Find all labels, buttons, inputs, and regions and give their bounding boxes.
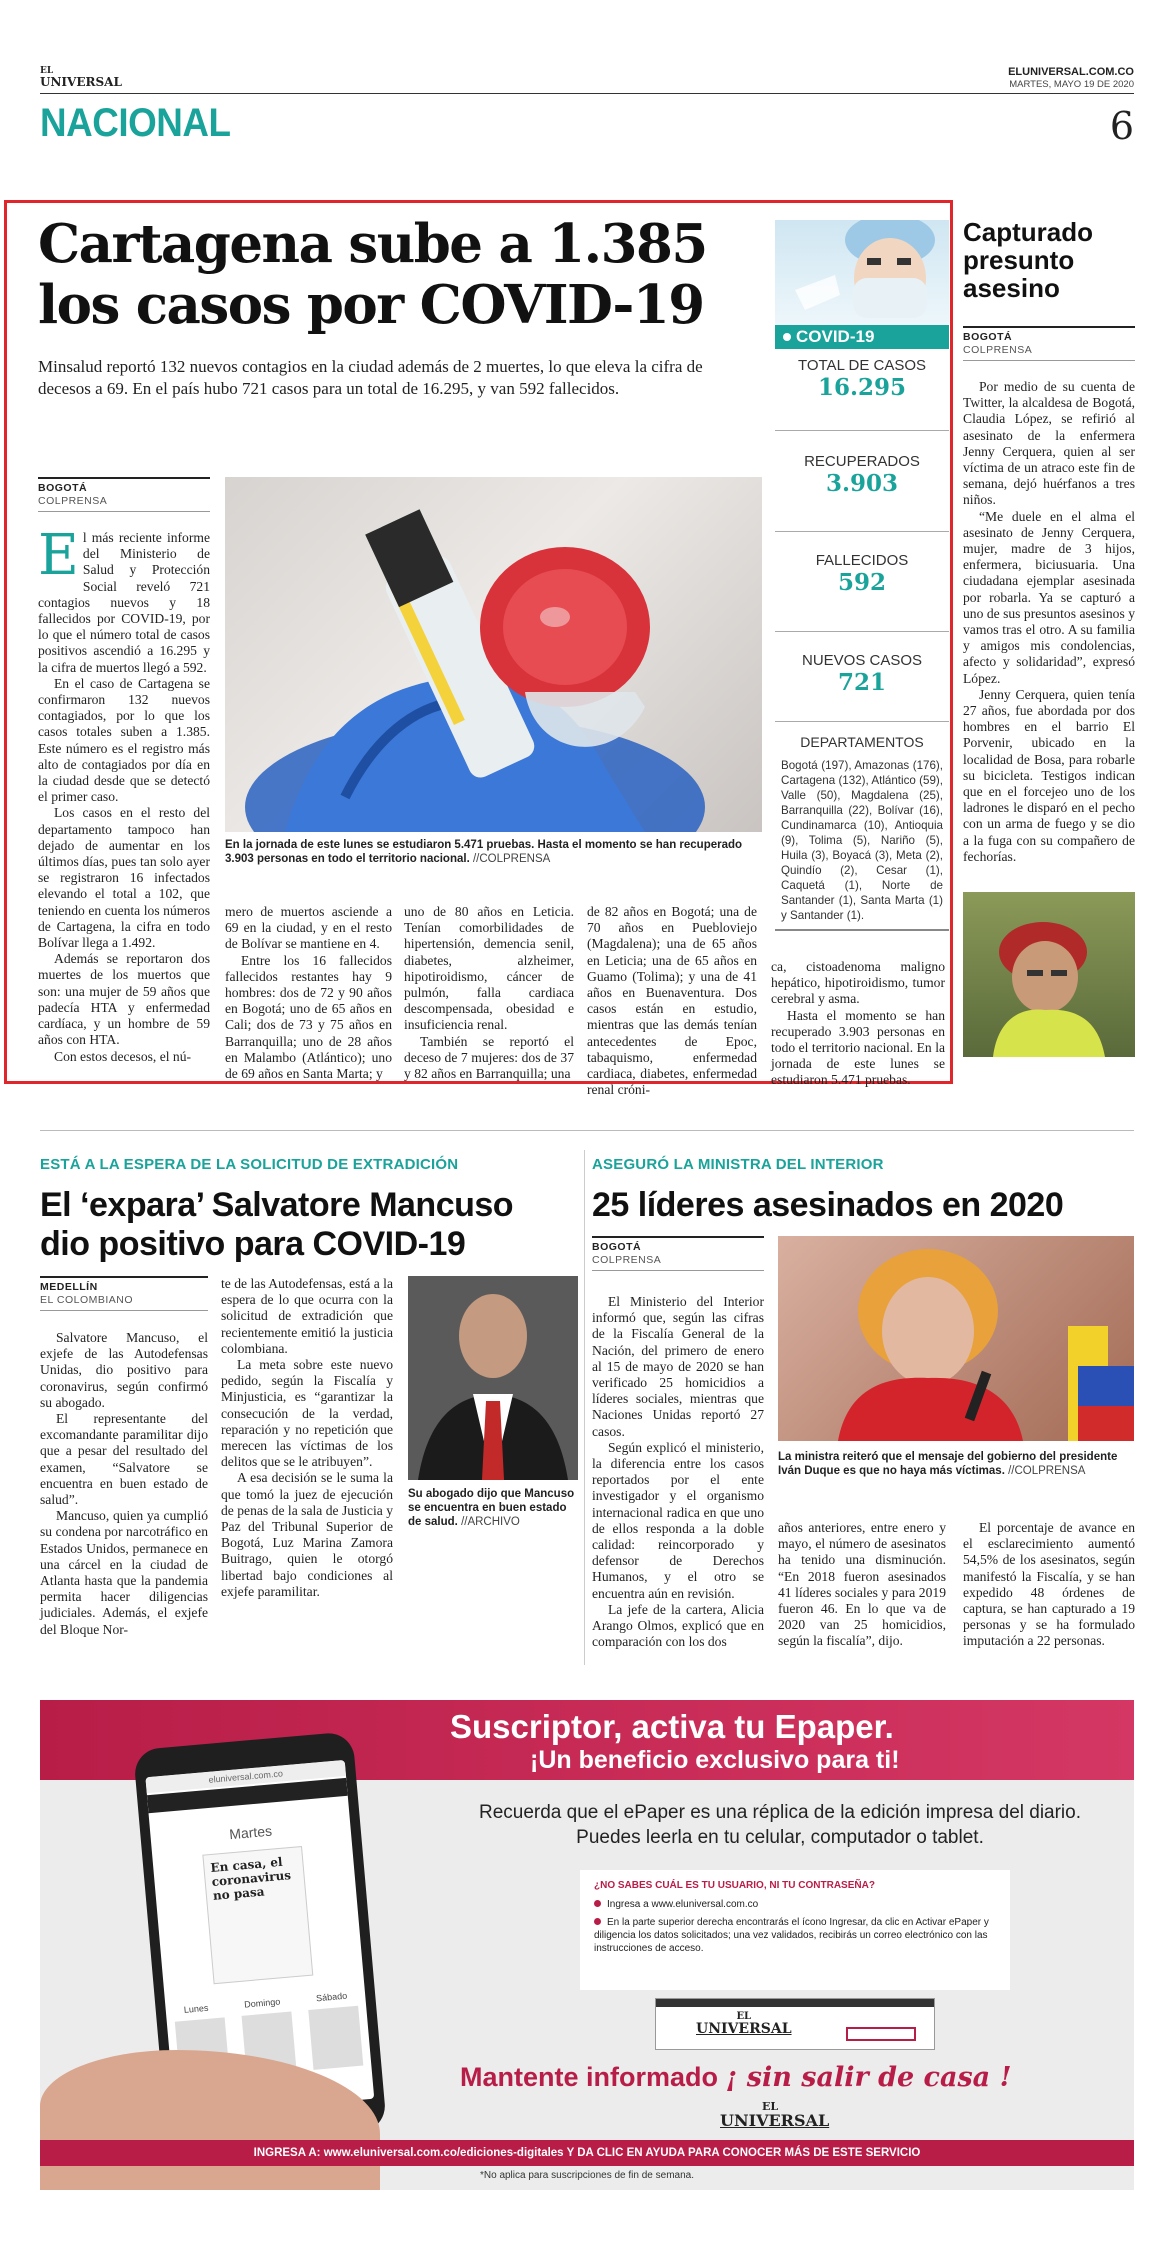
lead-col4: [587, 904, 757, 1098]
mancuso-byline-agency: EL COLOMBIANO: [40, 1294, 208, 1311]
side-headline: Capturado presunto asesino: [963, 217, 1093, 303]
ad-screenshot-logo: [696, 2011, 792, 2035]
lead-col3-p1: uno de 80 años en Leticia. Tenían comorbilidades de hipertensión, demencia senil, diabetes, alzheimer, hipotiroidismo, cáncer de pulmón, falla cardiaca descompensada, obesidad e insuficiencia renal.: [404, 904, 574, 1033]
mancuso-col1-p3: Mancuso, quien ya cumplió su condena por narcotráfico en Estados Unidos, permanece en una cárcel en la ciudad de Atlanta hasta que la pandemia permita hacer diligencias judiciales. Además, el exjefe del Bloque Nor-: [40, 1508, 208, 1637]
covid-label-bar: [775, 325, 949, 349]
stat-recovered: [775, 430, 949, 531]
ad-screenshot: [655, 1998, 935, 2050]
side-body: [963, 379, 1135, 865]
masthead-date: MARTES, MAYO 19 DE 2020: [1009, 79, 1134, 90]
ad-question: ¿NO SABES CUÁL ES TU USUARIO, NI TU CONTRASEÑA?: [594, 1880, 875, 1891]
mancuso-col1-p2: El representante del excomandante paramilitar dijo que a pesar del resultado del examen, “Salvatore se encuentra en buen estado de salud”.: [40, 1411, 208, 1508]
lead-col3: [404, 904, 574, 1082]
test-tube-illustration: [225, 477, 762, 832]
lideres-col2-p1: años anteriores, entre enero y mayo, el número de asesinatos ha tenido una disminución. “En 2018 fueron asesinados 41 líderes sociales y para 2019 fueron 46. En lo que va de 2020 van 25 homicidios, según la fiscalía”, dijo.: [778, 1520, 946, 1649]
lideres-byline-agency: COLPRENSA: [592, 1254, 764, 1271]
phone-date-3: Sábado: [315, 1990, 348, 2004]
covid-label: COVID-19: [796, 327, 875, 346]
lideres-col2: [778, 1520, 946, 1650]
lead-col1-p4: Además se reportaron dos muertes de los muertos que son: una mujer de 59 años que padecía HTA y enfermedad cardíaca, y un hombre de 59 años con HTA.: [38, 951, 210, 1048]
lideres-col1-p3: La jefe de la cartera, Alicia Arango Olmos, explicó que en comparación con los dos: [592, 1601, 764, 1650]
byline-city: BOGOTÁ: [38, 482, 88, 494]
ad-screenshot-bar: [656, 1999, 934, 2007]
lideres-col3: [963, 1520, 1135, 1650]
ad-subtitle: ¡Un beneficio exclusivo para ti!: [530, 1746, 900, 1774]
side-byline-city: BOGOTÁ: [963, 331, 1013, 343]
lead-col5-p1: ca, cistoadenoma maligno hepático, hipotiroidismo, tumor cerebral y asma.: [771, 959, 945, 1007]
masthead-website: ELUNIVERSAL.COM.CO: [1008, 66, 1134, 78]
logo-line1: EL: [40, 66, 54, 76]
cyclist-illustration: [963, 892, 1135, 1057]
byline-agency: COLPRENSA: [38, 495, 210, 512]
ad-step1-text: Ingresa a www.eluniversal.com.co: [607, 1899, 759, 1910]
lideres-col3-p1: El porcentaje de avance en el esclarecimiento aumentó 54,5% de los asesinatos, según manifestó la Fiscalía, y se han expedido 48 órdenes de captura, se han capturado a 19 personas y se ha formulado imputación a 22 personas.: [963, 1520, 1135, 1649]
lead-headline: [38, 214, 758, 336]
lead-caption-text: En la jornada de este lunes se estudiaron 5.471 pruebas. Hasta el momento se han recuperado 3.903 personas en todo el territorio nacional.: [225, 839, 743, 865]
ad-slogan-b: ¡ sin salir de casa !: [725, 2062, 1012, 2093]
ad-logo: [720, 2100, 830, 2130]
step-bullet-icon: [594, 1918, 601, 1925]
lead-col3-p2: También se reportó el deceso de 7 mujeres: dos de 37 y 82 años en Barranquilla; una: [404, 1033, 574, 1082]
section-title: NACIONAL: [40, 101, 231, 145]
ad-slogan: [460, 2062, 1011, 2093]
departments-section: [775, 721, 949, 931]
stat-new-label: NUEVOS CASOS: [801, 652, 923, 669]
side-p2: “Me duele en el alma el asesinato de Jenny Cerquera, mujer, madre de 3 hijos, enfermera, biciusuaria. Una ciudadana ejemplar asesinada por robarla. Ya se capturó a uno de sus presuntos asesinos y vamos tras el otro. A su familia y amigos mis condolencias, afecto y solidaridad”, expresó López.: [963, 508, 1135, 686]
lideres-kicker: ASEGURÓ LA MINISTRA DEL INTERIOR: [592, 1156, 884, 1173]
lideres-col1: [592, 1294, 764, 1650]
covid-stats-box: [775, 220, 949, 946]
side-p1: Por medio de su cuenta de Twitter, la alcaldesa de Bogotá, Claudia López, se refirió al asesinato de la enfermera Jenny Cerquera, quien al ser víctima de un atraco este fin de semana, dejó huérfanos a tres niños.: [963, 379, 1135, 508]
stat-total: [775, 351, 949, 430]
lead-col2-p1: mero de muertos asciende a 69 en la ciudad, y en el resto de Bolívar se mantiene en 4.: [225, 904, 392, 952]
masthead-rule: [40, 93, 1134, 94]
lead-col1-p5: Con estos decesos, el nú-: [54, 1048, 192, 1064]
page-number: 6: [1109, 104, 1134, 148]
lead-headline-line2: los casos por COVID-19: [38, 274, 704, 336]
lead-headline-line1: Cartagena sube a 1.385: [38, 213, 707, 275]
section-divider: [40, 1130, 1134, 1131]
mancuso-caption-text: Su abogado dijo que Mancuso se encuentra en buen estado de salud.: [408, 1488, 575, 1528]
mancuso-caption-credit: //ARCHIVO: [461, 1516, 520, 1528]
stat-total-value: 16.295: [817, 374, 907, 401]
lead-col2-p2: Entre los 16 fallecidos fallecidos restantes hay 9 hombres: dos de 72 y 90 años en Bogotá; uno de 65 años en Cali; dos de 73 y 75 años en Barranquilla; uno de 28 años en Malambo (Atlántico); uno de 69 años en Santa Marta; y: [225, 952, 392, 1082]
stat-new-value: 721: [837, 669, 886, 696]
lead-col1-p1: l más reciente informe del Ministerio de Salud y Protección Social reveló 721 contagios nuevos y 18 fallecidos por COVID-19, por lo que el número total de casos positivos ascendió a 16.295 y la cifra de muertos llegó a 592.: [38, 530, 210, 675]
lead-col1: [38, 523, 210, 1065]
lead-col2: [225, 904, 392, 1082]
mancuso-col2: [221, 1276, 393, 1600]
ministra-caption: [778, 1450, 1134, 1478]
screen-logo-line1: EL: [736, 2011, 752, 2022]
covid-bullet-icon: [783, 333, 791, 341]
stat-recovered-label: RECUPERADOS: [804, 453, 920, 470]
mancuso-photo: [408, 1276, 578, 1480]
lead-col1-p2: En el caso de Cartagena se confirmaron 132 nuevos contagiados, por lo que los casos totales suben a 1.385. Este número es el registro más alto de contagiados por día en la ciudad desde que se detectó el primer caso.: [38, 675, 210, 805]
ad-logo-line1: EL: [761, 2100, 779, 2113]
side-byline-agency: COLPRENSA: [963, 344, 1135, 361]
ad-instructions: [580, 1870, 1010, 1990]
lead-col1-p3: Los casos en el resto del departamento tampoco han dejado de aumentar en los últimos días, pues tan solo ayer se registraron 16 infectados elevando el total a 102, que teniendo en cuenta los números de Cartagena, la cifra en todo Bolívar llega a 1.492.: [38, 805, 210, 951]
mancuso-col1: [40, 1330, 208, 1638]
stat-recovered-value: 3.903: [825, 470, 899, 497]
phone-date-1: Lunes: [183, 2002, 209, 2015]
mancuso-headline-line2: dio positivo para COVID-19: [40, 1225, 466, 1263]
phone-url: eluniversal.com.co: [145, 1760, 346, 1793]
ad-title: Suscriptor, activa tu Epaper.: [450, 1708, 894, 1745]
stat-deaths: [775, 531, 949, 631]
cyclist-photo: [963, 892, 1135, 1057]
side-p3: Jenny Cerquera, quien tenía 27 años, fue abordada por dos hombres en el barrio El Porvenir, ubicado en la localidad de Bosa, para robarle su bicicleta. Testigos indican que en el forcejeo uno de los ladrones le disparó en el pecho con un arma de fuego y se dio a la fuga con su compañero de fechorías.: [963, 686, 1135, 864]
ad-banner: INGRESA A: www.eluniversal.com.co/ediciones-digitales Y DA CLIC EN AYUDA PARA CONOCER MÁS DE ESTE SERVICIO: [40, 2140, 1134, 2166]
ad-footnote: *No aplica para suscripciones de fin de semana.: [479, 2170, 694, 2181]
masthead: [40, 66, 1134, 156]
lideres-headline: 25 líderes asesinados en 2020: [592, 1186, 1064, 1224]
ad-step2: [594, 1916, 996, 1955]
logo-line2: UNIVERSAL: [40, 75, 122, 89]
epaper-ad: [40, 1700, 1134, 2190]
test-tube-photo: [225, 477, 762, 832]
lead-col5-p2: Hasta el momento se han recuperado 3.903 personas en todo el territorio nacional. En la jornada de este lunes se estudiaron 5.471 pruebas.: [771, 1007, 945, 1088]
masthead-logo: [40, 66, 122, 88]
lideres-col1-p1: El Ministerio del Interior informó que, según las cifras de la Fiscalía General de la Nación, del primero de enero al 15 de mayo de 2020 se han verificado 25 homicidios a líderes sociales, mientras que Naciones Unidas reportó 27 casos.: [592, 1294, 764, 1439]
ad-slogan-a: Mantente informado: [460, 2062, 726, 2092]
lead-col4-p1: de 82 años en Bogotá; una de 70 años en Puebloviejo (Magdalena); una de 65 años en Leticia; una de 65 años en Guamo (Tolima); y una de 41 años en Buenaventura. Dos casos están en estudio, mientras que las demás tenían antecedentes de Epoc, tabaquismo, enfermedad cardiaca, diabetes, enfermedad renal cróni-: [587, 904, 757, 1098]
lideres-byline: [592, 1236, 764, 1271]
phone-mini-page: [202, 1846, 313, 1984]
drop-cap: E: [38, 523, 79, 588]
mancuso-byline: [40, 1276, 208, 1311]
stat-new: [775, 631, 949, 721]
mancuso-caption: [408, 1487, 578, 1529]
mancuso-illustration: [408, 1276, 578, 1480]
mancuso-col1-p1: Salvatore Mancuso, el exjefe de las Autodefensas Unidas, dio positivo para coronavirus, según confirmó su abogado.: [40, 1330, 208, 1410]
ministra-caption-text: La ministra reiteró que el mensaje del gobierno del presidente Iván Duque es que no haya más víctimas.: [778, 1451, 1118, 1477]
mancuso-headline: [40, 1186, 580, 1264]
departments-text: Bogotá (197), Amazonas (176), Cartagena (132), Atlántico (59), Valle (50), Magdalena (25), Barranquilla (22), Bolívar (16), Cundinamarca (10), Antioquia (9), Tolima (5), Nariño (5), Huila (3), Boyacá (3), Meta (2), Quindío (2), Cesar (1), Caquetá (1), Norte de Santander (1), Santa Marta (1) y Santander (1).: [781, 759, 943, 922]
ad-step1: [594, 1899, 996, 1910]
ad-step2-text: En la parte superior derecha encontrarás el ícono Ingresar, da clic en Activar ePaper y diligencia los datos solicitados; una vez validados, recibirás un correo electrónico con las instrucciones de acceso.: [594, 1917, 989, 1954]
ad-screenshot-button: [846, 2027, 916, 2041]
column-separator: [584, 1150, 585, 1665]
lead-caption-credit: //COLPRENSA: [472, 853, 551, 865]
lead-byline: [38, 477, 210, 512]
lideres-byline-city: BOGOTÁ: [592, 1241, 642, 1253]
mancuso-col2-p1: te de las Autodefensas, está a la espera de lo que ocurra con la solicitud de extradición que recientemente emitió la justicia colombiana.: [221, 1276, 393, 1356]
doctor-illustration: [775, 220, 949, 327]
phone-mini-headline: En casa, el coronavirus no pasa: [209, 1854, 292, 1903]
phone-thumb: [308, 2006, 363, 2070]
doctor-mask-photo: [775, 220, 949, 327]
lead-col5: [771, 959, 945, 1089]
lideres-col1-p2: Según explicó el ministerio, la diferencia entre los casos reportados por el ente investigador y el organismo internacional radica en que uno de ellos responda a la doble calidad: reincorporado y defensor de Derechos Humanos, y el otro se encuentra aún en revisión.: [592, 1439, 764, 1601]
stat-deaths-value: 592: [837, 569, 886, 596]
lead-photo-caption: [225, 838, 762, 866]
ministra-photo: [778, 1236, 1134, 1441]
mancuso-col2-p2: La meta sobre este nuevo pedido, según la Fiscalía y Minjusticia, es “garantizar la consecución de la verdad, reparación y no repetición que merecen las víctimas de los delitos que se le atribuyen”.: [221, 1357, 393, 1470]
mancuso-byline-city: MEDELLÍN: [40, 1281, 98, 1293]
mancuso-kicker: ESTÁ A LA ESPERA DE LA SOLICITUD DE EXTRADICIÓN: [40, 1156, 459, 1173]
side-byline: [963, 326, 1135, 361]
step-bullet-icon: [594, 1900, 601, 1907]
ministra-caption-credit: //COLPRENSA: [1008, 1465, 1086, 1477]
ad-logo-line2: UNIVERSAL: [720, 2111, 830, 2130]
ministra-illustration: [778, 1236, 1134, 1441]
ad-body: Recuerda que el ePaper es una réplica de la edición impresa del diario. Puedes leerla en tu celular, computador o tablet.: [478, 1802, 1082, 1848]
screen-logo-line2: UNIVERSAL: [696, 2021, 792, 2037]
stat-total-label: TOTAL DE CASOS: [797, 357, 927, 374]
lead-deck: Minsalud reportó 132 nuevos contagios en la ciudad además de 2 muertes, lo que eleva la cifra de decesos a 69. En el país hubo 721 casos para un total de 16.295, y van 592 fallecidos.: [38, 357, 703, 398]
mancuso-headline-line1: El ‘expara’ Salvatore Mancuso: [40, 1186, 514, 1224]
phone-day: Martes: [228, 1822, 273, 1843]
mancuso-col2-p3: A esa decisión se le suma la que tomó la juez de ejecución de penas de la sala de Justicia y Paz del Tribunal Superior de Bogotá, Luz Marina Zamora Buitrago, quien le otorgó libertad bajo condiciones al exjefe paramilitar.: [221, 1470, 393, 1599]
phone-date-2: Domingo: [243, 1996, 281, 2010]
departments-label: DEPARTAMENTOS: [800, 734, 924, 750]
stat-deaths-label: FALLECIDOS: [815, 552, 909, 569]
